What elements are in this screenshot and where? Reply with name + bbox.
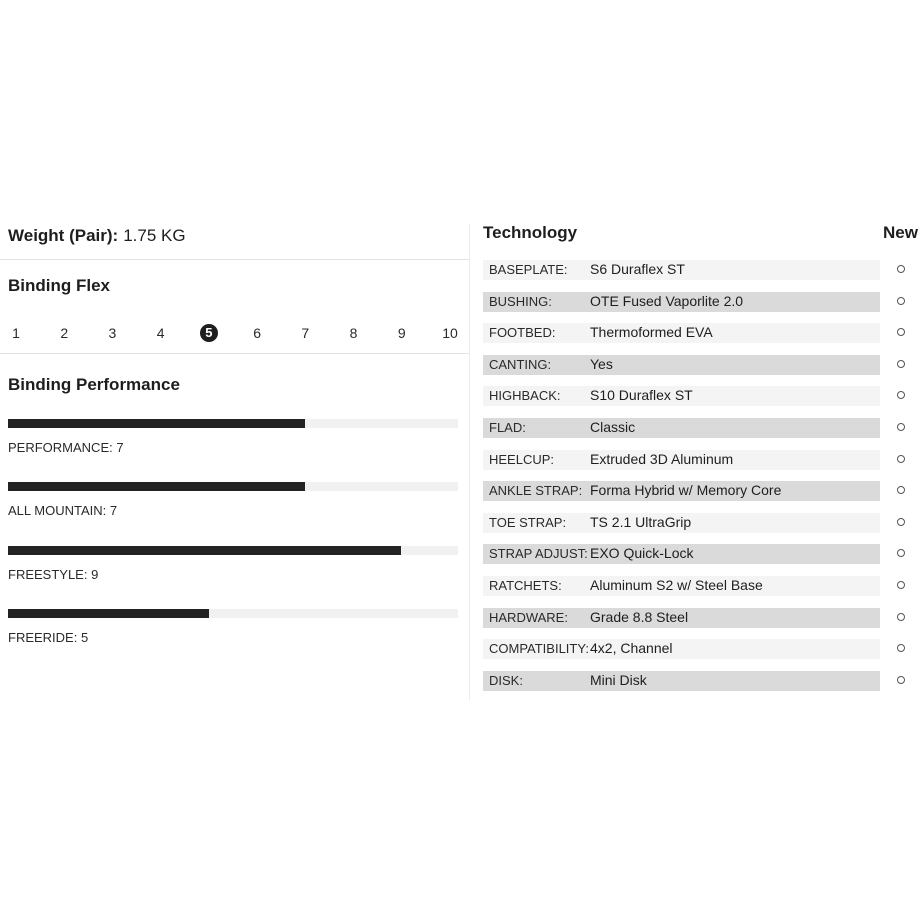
performance-bar-fill — [8, 419, 305, 428]
new-indicator-circle-icon — [897, 549, 905, 557]
technology-row — [483, 260, 920, 292]
new-indicator-circle-icon — [897, 518, 905, 526]
binding-performance-title: Binding Performance — [8, 375, 180, 394]
flex-option-5[interactable]: 5 — [200, 324, 218, 342]
new-indicator-circle-icon — [897, 391, 905, 399]
technology-title: Technology — [483, 223, 578, 242]
technology-key: HIGHBACK: — [489, 388, 561, 404]
new-indicator-circle-icon — [897, 613, 905, 621]
binding-flex-section — [0, 260, 469, 354]
technology-table — [483, 260, 920, 702]
weight-label: Weight (Pair): — [8, 225, 119, 245]
flex-option-4[interactable]: 4 — [156, 325, 165, 341]
flex-option-2[interactable]: 2 — [60, 325, 69, 341]
technology-value: OTE Fused Vaporlite 2.0 — [590, 292, 744, 309]
new-indicator-circle-icon — [897, 265, 905, 273]
flex-option-6[interactable]: 6 — [253, 325, 261, 341]
technology-row — [483, 608, 920, 640]
technology-value: 4x2, Channel — [590, 640, 673, 657]
technology-key: FOOTBED: — [489, 325, 556, 341]
technology-row — [483, 450, 920, 482]
performance-label: ALL MOUNTAIN: 7 — [8, 503, 118, 519]
technology-value: Forma Hybrid w/ Memory Core — [590, 482, 782, 499]
technology-row — [483, 544, 920, 576]
performance-item — [8, 419, 458, 455]
technology-value: Grade 8.8 Steel — [590, 608, 689, 625]
technology-key: FLAD: — [489, 419, 526, 435]
technology-key: STRAP ADJUST: — [489, 546, 588, 562]
new-indicator-circle-icon — [897, 581, 905, 589]
performance-label: PERFORMANCE: 7 — [8, 440, 124, 455]
technology-row — [483, 323, 920, 355]
performance-label: FREERIDE: 5 — [8, 629, 89, 645]
binding-flex-title: Binding Flex — [8, 276, 110, 295]
column-divider — [469, 224, 470, 700]
technology-row — [483, 513, 920, 545]
new-indicator-circle-icon — [897, 644, 905, 652]
technology-value: Thermoformed EVA — [590, 324, 713, 341]
technology-key: COMPATIBILITY: — [489, 641, 589, 657]
flex-option-3[interactable]: 3 — [108, 325, 117, 341]
new-indicator-circle-icon — [897, 455, 905, 463]
technology-row — [483, 386, 920, 418]
new-indicator-circle-icon — [897, 328, 905, 336]
technology-value: EXO Quick-Lock — [590, 545, 694, 562]
performance-bar-track — [8, 419, 458, 428]
performance-bar-fill — [8, 546, 401, 555]
flex-option-10[interactable]: 10 — [442, 325, 458, 341]
technology-value: Classic — [590, 418, 636, 435]
performance-item — [8, 546, 458, 582]
specs-left-panel — [0, 212, 469, 654]
technology-key: DISK: — [489, 672, 523, 688]
technology-row-band — [483, 671, 880, 691]
technology-row — [483, 355, 920, 387]
weight-row — [0, 212, 469, 260]
technology-value: S6 Duraflex ST — [590, 261, 685, 277]
performance-label: FREESTYLE: 9 — [8, 566, 99, 582]
technology-value: Aluminum S2 w/ Steel Base — [590, 576, 763, 593]
technology-row — [483, 418, 920, 450]
technology-row — [483, 671, 920, 703]
binding-performance-section — [0, 354, 469, 654]
flex-option-8[interactable]: 8 — [349, 325, 358, 341]
technology-row — [483, 481, 920, 513]
technology-row — [483, 639, 920, 671]
weight-value: 1.75 KG — [123, 225, 186, 245]
technology-key: TOE STRAP: — [489, 514, 567, 530]
new-indicator-circle-icon — [897, 423, 905, 431]
technology-value: TS 2.1 UltraGrip — [590, 513, 692, 530]
new-indicator-circle-icon — [897, 360, 905, 368]
performance-bar-track — [8, 609, 458, 618]
performance-item — [8, 482, 458, 518]
technology-key: BUSHING: — [489, 293, 552, 309]
new-indicator-circle-icon — [897, 297, 905, 305]
technology-key: RATCHETS: — [489, 577, 562, 593]
technology-value: Mini Disk — [590, 671, 647, 688]
technology-key: HARDWARE: — [489, 609, 568, 625]
flex-option-1[interactable]: 1 — [12, 325, 20, 341]
technology-row — [483, 292, 920, 324]
new-indicator-circle-icon — [897, 486, 905, 494]
flex-option-9[interactable]: 9 — [397, 325, 406, 341]
performance-bar-track — [8, 546, 458, 555]
technology-row-band — [483, 418, 880, 438]
technology-value: Extruded 3D Aluminum — [590, 450, 734, 467]
technology-row — [483, 576, 920, 608]
performance-item — [8, 609, 458, 645]
technology-key: CANTING: — [489, 356, 552, 372]
new-column-header: New — [883, 223, 918, 242]
performance-bar-track — [8, 482, 458, 491]
technology-key: BASEPLATE: — [489, 262, 568, 277]
performance-bar-fill — [8, 482, 305, 491]
new-indicator-circle-icon — [897, 676, 905, 684]
performance-bar-fill — [8, 609, 209, 618]
technology-value: S10 Duraflex ST — [590, 387, 693, 404]
technology-key: ANKLE STRAP: — [489, 483, 583, 499]
flex-scale — [0, 322, 469, 344]
technology-value: Yes — [590, 355, 613, 372]
technology-key: HEELCUP: — [489, 451, 555, 467]
flex-option-7[interactable]: 7 — [301, 325, 310, 341]
